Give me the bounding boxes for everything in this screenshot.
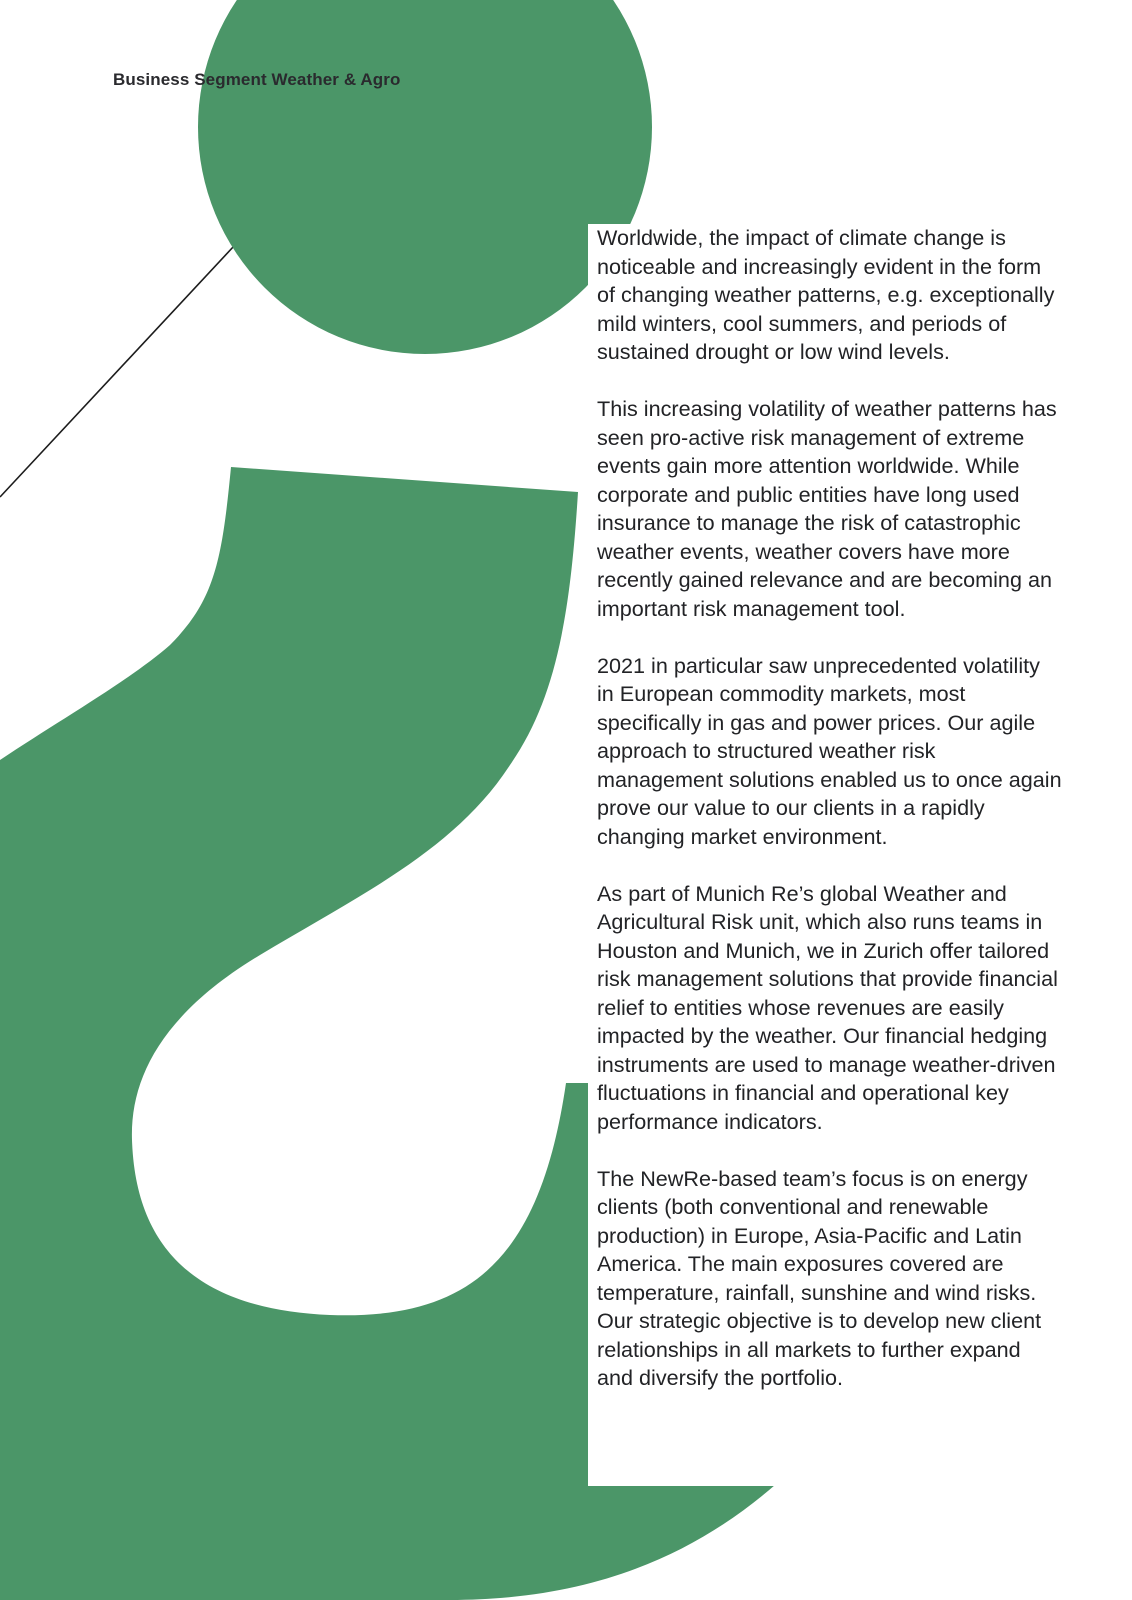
paragraph-climate-change: Worldwide, the impact of climate change is noticeable and increasingly evident in the form of changing weather patterns, e.g. exceptionally mild winters, cool summers, and periods of sustained drought or low wind levels.: [597, 225, 1055, 364]
paragraph-volatility: This increasing volatility of weather patterns has seen pro-active risk management of extreme events gain more attention worldwide. While corporate and public entities have long used insurance to manage the risk of catastrophic weather events, weather covers have more recently gained relevance and are becoming an important risk management tool.: [597, 396, 1057, 621]
article-text-box: [588, 224, 1062, 1486]
paragraph-2021-markets: 2021 in particular saw unprecedented volatility in European commodity markets, most specifically in gas and power prices. Our agile approach to structured weather risk management solutions enabled us to once again prove our value to our clients in a rapidly changing market environment.: [597, 652, 1062, 849]
diagonal-line: [0, 246, 234, 497]
question-mark-dot: [198, 0, 652, 354]
section-title: Business Segment Weather & Agro: [113, 70, 401, 89]
paragraph-munich-re-unit: As part of Munich Re’s global Weather and Agricultural Risk unit, which also runs teams in Houston and Munich, we in Zurich offer tailored risk management solutions that provide financial relief to entities whose revenues are easily impacted by the weather. Our financial hedging instruments are used to manage weather-driven fluctuations in financial and operational key performance indicators.: [597, 880, 1058, 1134]
paragraph-newre-focus: The NewRe-based team’s focus is on energy clients (both conventional and renewable production) in Europe, Asia-Pacific and Latin America. The main exposures covered are temperature, rainfall, sunshine and wind risks. Our strategic objective is to develop new client relationships in all markets to further expand and diversify the portfolio.: [597, 1165, 1042, 1390]
